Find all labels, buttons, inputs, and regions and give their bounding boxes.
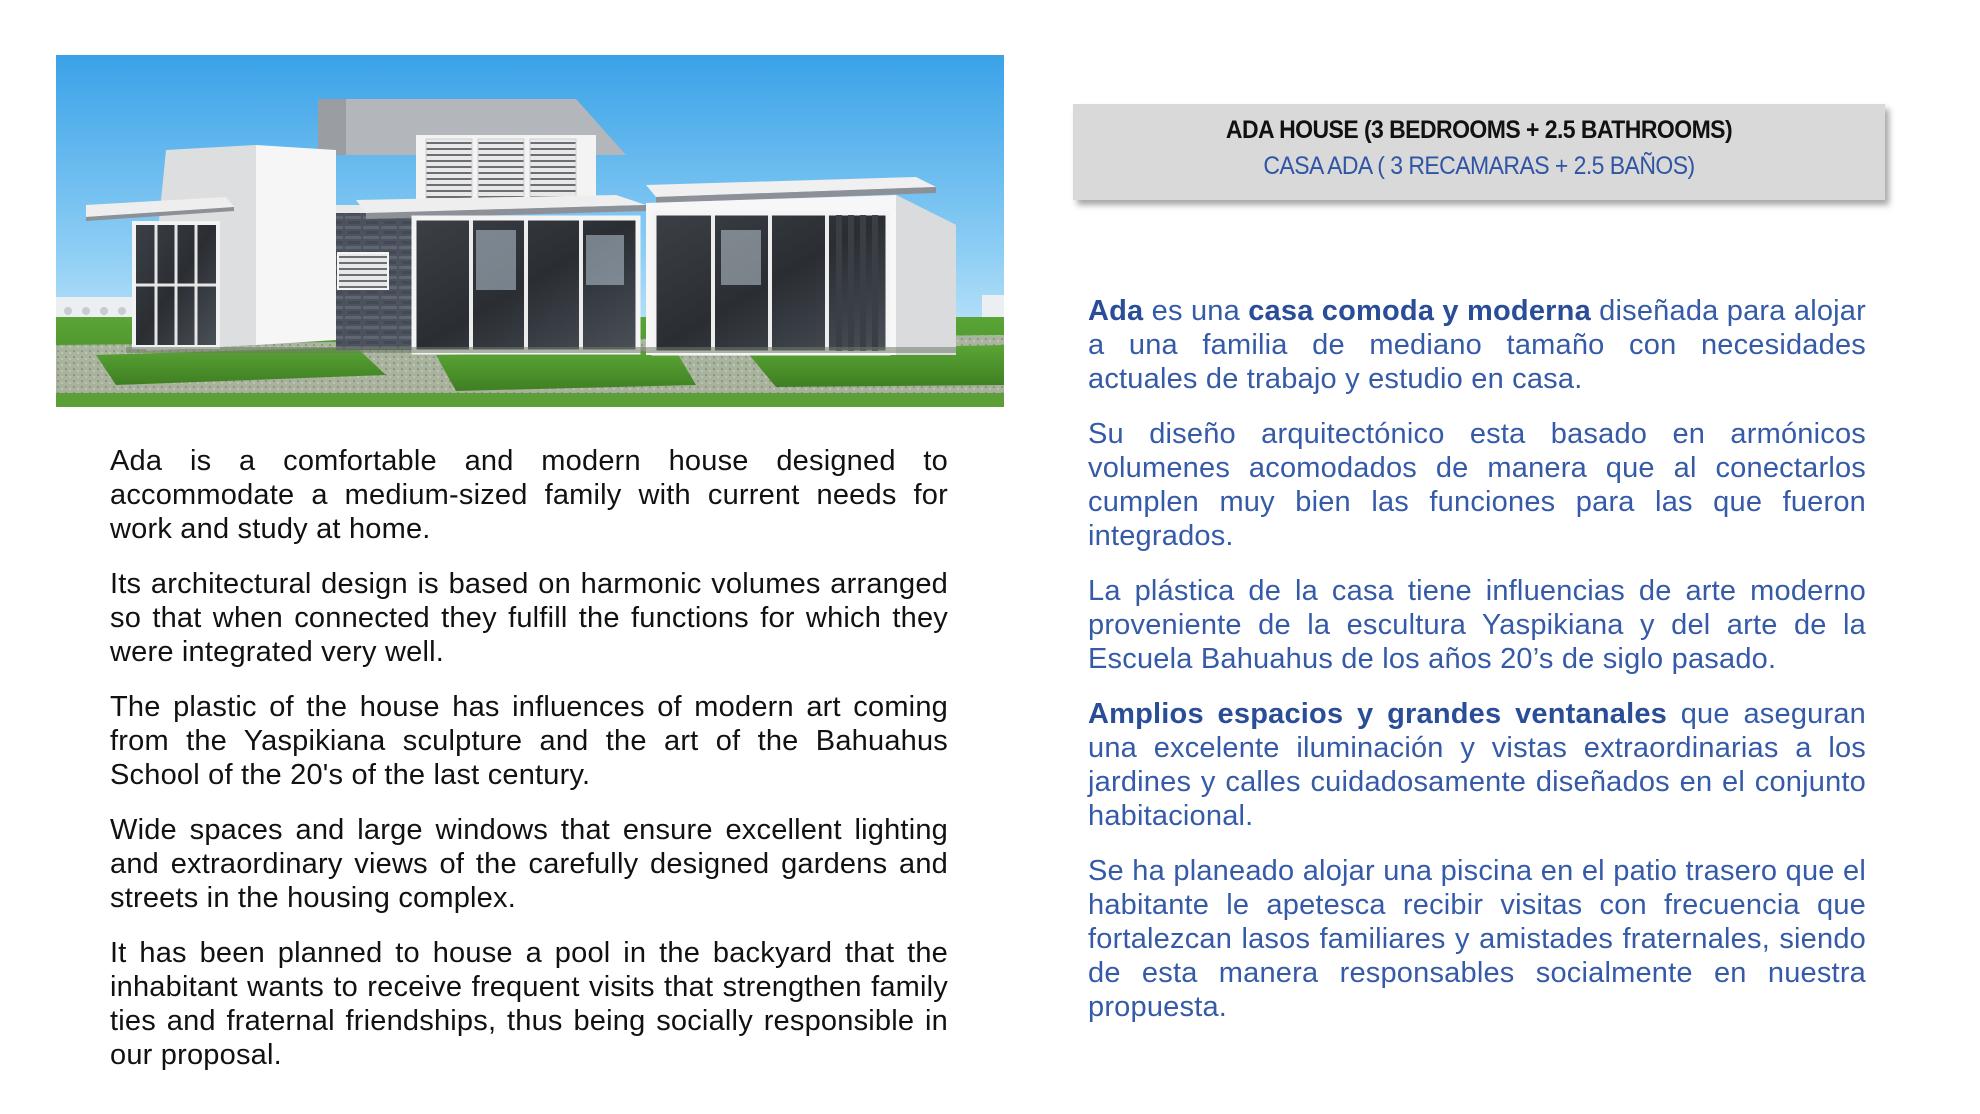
english-paragraph-5: It has been planned to house a pool in the backyard that the inhabitant wants to receive frequent visits that strengthen family ties and fraternal friendships, thus being socially responsible in our proposal. — [110, 937, 948, 1071]
spanish-bold-phrase: Amplios espacios y grandes ventanales — [1088, 698, 1667, 730]
title-english: ADA HOUSE (3 BEDROOMS + 2.5 BATHROOMS) — [1225, 116, 1733, 144]
english-description — [110, 444, 948, 1093]
spanish-paragraph-4 — [1088, 697, 1866, 833]
title-spanish: CASA ADA ( 3 RECAMARAS + 2.5 BAÑOS) — [1263, 152, 1695, 180]
spanish-paragraph-3: La plástica de la casa tiene influencias de arte moderno proveniente de la escultura Yaspikiana y del arte de la Escuela Bahuahus de los años 20’s de siglo pasado. — [1088, 575, 1866, 675]
english-paragraph-1: Ada is a comfortable and modern house designed to accommodate a medium-sized family with current needs for work and study at home. — [110, 445, 948, 545]
spanish-paragraph-5: Se ha planeado alojar una piscina en el patio trasero que el habitante le apetesca recibir visitas con frecuencia que fortalezcan lasos familiares y amistades fraternales, siendo de esta manera responsables socialmente en nuestra propuesta. — [1088, 855, 1866, 1023]
spanish-text: diseñada para alojar a una familia de mediano tamaño con necesidades actuales de trabajo y estudio en casa. — [1088, 295, 1866, 395]
english-paragraph-4: Wide spaces and large windows that ensure excellent lighting and extraordinary views of the carefully designed gardens and streets in the housing complex. — [110, 814, 948, 914]
spanish-paragraph-2: Su diseño arquitectónico esta basado en armónicos volumenes acomodados de manera que al conectarlos cumplen muy bien las funciones para las que fueron integrados. — [1088, 418, 1866, 552]
spanish-text: que aseguran una excelente iluminación y vistas extraordinarias a los jardines y calles cuidadosamente diseñados en el conjunto habitacional. — [1088, 698, 1866, 832]
spanish-bold-ada: Ada — [1088, 295, 1144, 327]
title-box — [1073, 104, 1885, 200]
english-paragraph-3: The plastic of the house has influences of modern art coming from the Yaspikiana sculpture and the art of the Bahuahus School of the 20's of the last century. — [110, 691, 948, 791]
house-rendering-image — [56, 55, 1004, 407]
spanish-description — [1088, 294, 1866, 1045]
english-paragraph-2: Its architectural design is based on harmonic volumes arranged so that when connected they fulfill the functions for which they were integrated very well. — [110, 568, 948, 668]
spanish-paragraph-1 — [1088, 294, 1866, 396]
spanish-text: es una — [1143, 295, 1249, 327]
house-illustration — [56, 55, 1004, 407]
spanish-bold-phrase: casa comoda y moderna — [1248, 295, 1591, 327]
